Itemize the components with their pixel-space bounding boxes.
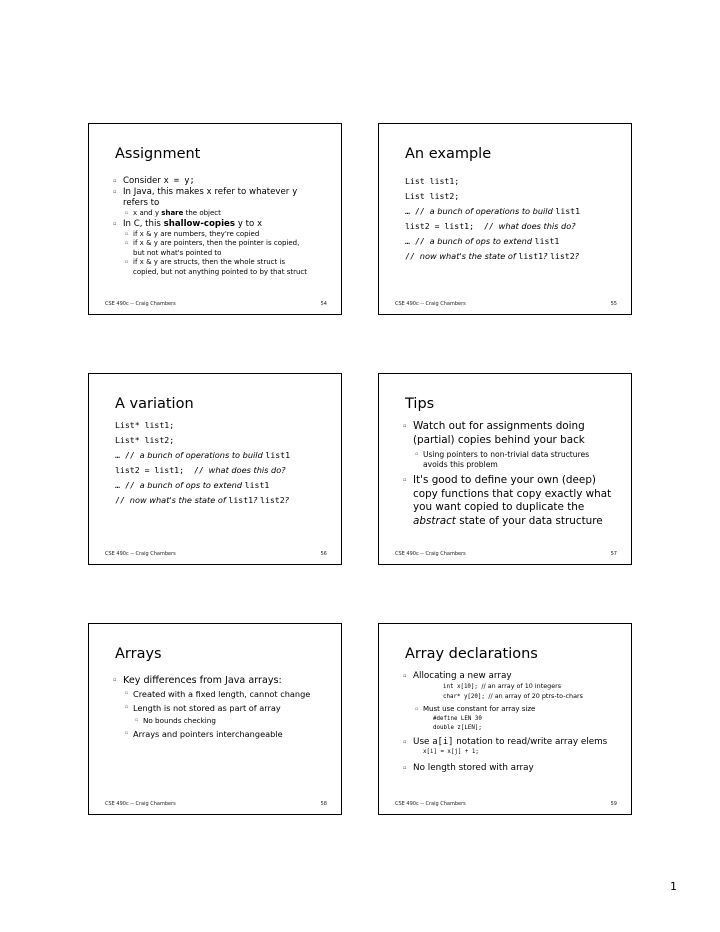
bullet: ▫ Use a[i] notation to read/write array elems	[405, 736, 621, 748]
sub-bullet-continuation: copied, but not anything pointed to by that struct	[133, 267, 307, 276]
slide-title: Tips	[405, 396, 435, 412]
slide-assignment	[88, 123, 342, 315]
slide-footer	[395, 551, 617, 557]
slide-body	[405, 174, 621, 264]
bullet: ▫ Watch out for assignments doing	[405, 420, 621, 434]
slide-title: A variation	[115, 396, 194, 412]
bullet: ▫ Key differences from Java arrays:	[115, 674, 331, 687]
code-line: double z[LEN];	[433, 724, 482, 731]
slide-number: 57	[610, 551, 617, 557]
slide-array-declarations	[378, 623, 632, 815]
sub-bullet: ▫ if x & y are numbers, they're copied	[115, 230, 331, 240]
bullet: ▫ Consider x = y;	[115, 176, 331, 187]
slide-footer	[105, 801, 327, 807]
slide-body	[115, 418, 331, 508]
code-line: int x[10]; // an array of 10 integers	[443, 682, 562, 690]
sub-bullet: ▫ Using pointers to non-trivial data structures	[405, 450, 621, 460]
footer-author: CSE 490c -- Craig Chambers	[395, 551, 466, 557]
sub-bullet: ▫ Arrays and pointers interchangeable	[115, 727, 331, 741]
bullet: ▫ In Java, this makes x refer to whatever y	[115, 187, 331, 198]
code-line: … // a bunch of operations to build list1	[405, 206, 581, 216]
code-line: List list1;	[405, 176, 460, 186]
bullet-continuation: (partial) copies behind your back	[413, 433, 585, 446]
slide-number: 54	[320, 301, 327, 307]
code-line: List* list1;	[115, 420, 175, 430]
slide-number: 56	[320, 551, 327, 557]
bullet: ▫ In C, this shallow-copies y to x	[115, 219, 331, 230]
slide-arrays	[88, 623, 342, 815]
sub-bullet: ▫ Length is not stored as part of array	[115, 701, 331, 715]
slide-number: 59	[610, 801, 617, 807]
bullet: ▫ Allocating a new array	[405, 670, 621, 682]
code-line: list2 = list1; // what does this do?	[405, 221, 576, 231]
slide-title: Arrays	[115, 646, 162, 662]
slide-title: Array declarations	[405, 646, 538, 662]
sub-bullet: ▫ x and y share the object	[115, 209, 331, 219]
slide-footer	[395, 301, 617, 307]
code-line: … // a bunch of operations to build list1	[115, 450, 291, 460]
code-line: // now what's the state of list1? list2?	[405, 251, 580, 261]
bullet-continuation: refers to	[123, 198, 160, 208]
slide-body	[405, 670, 621, 774]
page-number: 1	[670, 880, 677, 893]
code-line: #define LEN 30	[433, 715, 482, 722]
bullet-continuation: you want copied to duplicate the	[413, 501, 585, 513]
slide-footer	[105, 301, 327, 307]
slide-an-example	[378, 123, 632, 315]
sub-bullet: ▫ Created with a fixed length, cannot change	[115, 687, 331, 701]
slide-number: 58	[320, 801, 327, 807]
bullet-continuation: copy functions that copy exactly what	[413, 487, 612, 500]
code-line: … // a bunch of ops to extend list1	[405, 236, 560, 246]
slide-title: Assignment	[115, 146, 201, 162]
footer-author: CSE 490c -- Craig Chambers	[395, 301, 466, 307]
code-line: x[i] = x[j] + 1;	[423, 748, 479, 755]
code-line: … // a bunch of ops to extend list1	[115, 480, 270, 490]
code-line: list2 = list1; // what does this do?	[115, 465, 286, 475]
sub-bullet-continuation: but not what's pointed to	[133, 248, 222, 257]
slide-body	[115, 176, 331, 277]
footer-author: CSE 490c -- Craig Chambers	[105, 301, 176, 307]
slide-footer	[395, 801, 617, 807]
bullet-continuation: abstract state of your data structure	[413, 514, 603, 527]
code-line: char* y[20]; // an array of 20 ptrs-to-chars	[443, 692, 583, 700]
sub-bullet: ▫ if x & y are pointers, then the pointer is copied,	[115, 239, 331, 249]
footer-author: CSE 490c -- Craig Chambers	[105, 551, 176, 557]
code-line: List* list2;	[115, 435, 175, 445]
bullet: ▫ It's good to define your own (deep)	[405, 474, 621, 488]
slide-body	[405, 420, 621, 528]
bullet: ▫ No length stored with array	[405, 762, 621, 774]
sub-sub-bullet: ▫ No bounds checking	[115, 715, 331, 727]
code-line: // now what's the state of list1? list2?	[115, 495, 290, 505]
sub-bullet: ▫ if x & y are structs, then the whole struct is	[115, 258, 331, 268]
footer-author: CSE 490c -- Craig Chambers	[395, 801, 466, 807]
slide-tips	[378, 373, 632, 565]
slide-body	[115, 674, 331, 741]
slide-a-variation	[88, 373, 342, 565]
slide-title: An example	[405, 146, 492, 162]
sub-bullet: ▫ Must use constant for array size	[405, 705, 621, 715]
slide-number: 55	[610, 301, 617, 307]
code-line: List list2;	[405, 191, 460, 201]
slide-footer	[105, 551, 327, 557]
footer-author: CSE 490c -- Craig Chambers	[105, 801, 176, 807]
sub-bullet-continuation: avoids this problem	[423, 460, 498, 469]
